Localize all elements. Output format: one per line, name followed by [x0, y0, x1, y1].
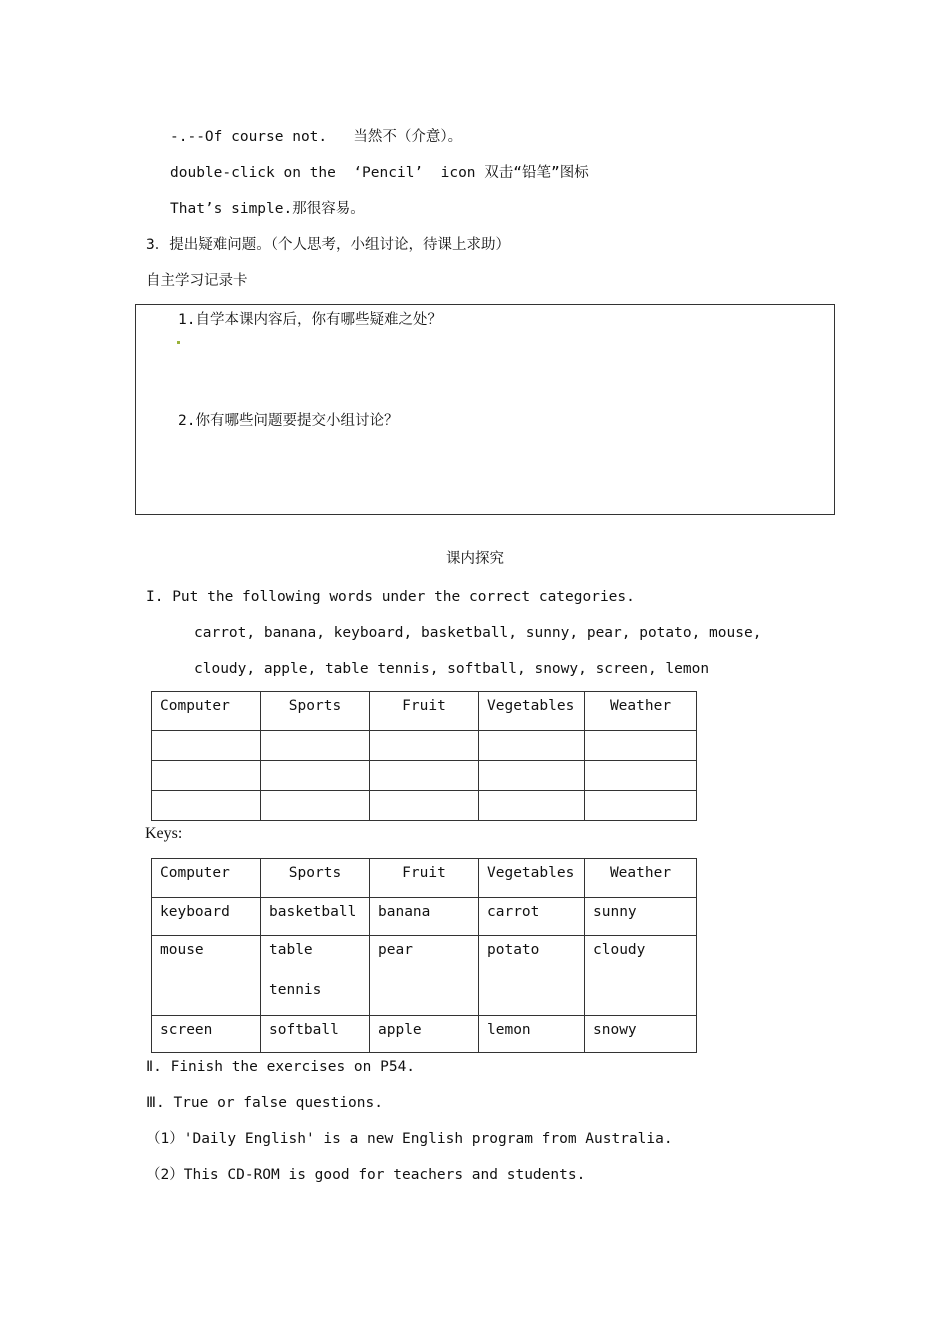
table-cell: softball: [261, 1016, 370, 1053]
table-cell: sunny: [585, 898, 697, 936]
blank-cell[interactable]: [152, 731, 261, 761]
table-cell: keyboard: [152, 898, 261, 936]
table-row: [152, 791, 697, 821]
blank-cell[interactable]: [370, 791, 479, 821]
part-3-title: Ⅲ. True or false questions.: [146, 1095, 383, 1111]
blank-cell[interactable]: [585, 791, 697, 821]
table-cell: pear: [370, 936, 479, 1016]
question-1: （1）'Daily English' is a new English program from Australia.: [146, 1131, 673, 1147]
table-row: [152, 731, 697, 761]
table-header-row: [152, 859, 697, 898]
table-cell: banana: [370, 898, 479, 936]
record-card-question-1: 1.自学本课内容后，你有哪些疑难之处？: [178, 312, 442, 328]
marker-dot: [177, 341, 180, 344]
record-card-question-2: 2.你有哪些问题要提交小组讨论？: [178, 413, 399, 429]
intro-line-1: -.--Of course not. 当然不（介意）。: [170, 129, 463, 145]
table-row: [152, 898, 697, 936]
part-2-title: Ⅱ. Finish the exercises on P54.: [146, 1059, 416, 1075]
table-header-cell: Fruit: [370, 692, 479, 731]
table-cell: mouse: [152, 936, 261, 1016]
table-header-cell: Computer: [152, 692, 261, 731]
empty-category-table: [151, 691, 697, 821]
blank-cell[interactable]: [152, 791, 261, 821]
table-cell: cloudy: [585, 936, 697, 1016]
blank-cell[interactable]: [261, 761, 370, 791]
table-header-cell: Weather: [585, 859, 697, 898]
table-cell: snowy: [585, 1016, 697, 1053]
table-cell: table tennis: [261, 936, 370, 1016]
table-row: [152, 1016, 697, 1053]
blank-cell[interactable]: [261, 791, 370, 821]
intro-line-2: double-click on the ‘Pencil’ icon 双击“铅笔”图标: [170, 165, 589, 181]
question-2: （2）This CD-ROM is good for teachers and students.: [146, 1167, 586, 1183]
keys-label: Keys:: [145, 825, 183, 842]
table-cell: basketball: [261, 898, 370, 936]
class-heading: 课内探究: [446, 551, 504, 567]
record-card-box: [135, 304, 835, 515]
word-list-line-1: carrot, banana, keyboard, basketball, sunny, pear, potato, mouse,: [194, 625, 762, 641]
blank-cell[interactable]: [585, 761, 697, 791]
table-cell: apple: [370, 1016, 479, 1053]
blank-cell[interactable]: [479, 761, 585, 791]
table-row: [152, 761, 697, 791]
blank-cell[interactable]: [585, 731, 697, 761]
intro-line-3: That’s simple.那很容易。: [170, 201, 365, 217]
blank-cell[interactable]: [479, 731, 585, 761]
table-cell: lemon: [479, 1016, 585, 1053]
table-row: [152, 936, 697, 1016]
table-header-cell: Fruit: [370, 859, 479, 898]
table-header-row: [152, 692, 697, 731]
table-header-cell: Sports: [261, 859, 370, 898]
table-header-cell: Vegetables: [479, 859, 585, 898]
table-cell: carrot: [479, 898, 585, 936]
blank-cell[interactable]: [370, 731, 479, 761]
section-3-title: 3．提出疑难问题。（个人思考，小组讨论，待课上求助）: [146, 237, 510, 253]
part-1-title: I. Put the following words under the correct categories.: [146, 589, 635, 605]
table-cell: screen: [152, 1016, 261, 1053]
table-header-cell: Vegetables: [479, 692, 585, 731]
record-card-title: 自主学习记录卡: [146, 273, 248, 289]
table-header-cell: Sports: [261, 692, 370, 731]
blank-cell[interactable]: [152, 761, 261, 791]
table-header-cell: Weather: [585, 692, 697, 731]
blank-cell[interactable]: [261, 731, 370, 761]
table-header-cell: Computer: [152, 859, 261, 898]
word-list-line-2: cloudy, apple, table tennis, softball, snowy, screen, lemon: [194, 661, 710, 677]
blank-cell[interactable]: [370, 761, 479, 791]
keys-table: [151, 858, 697, 1053]
blank-cell[interactable]: [479, 791, 585, 821]
table-cell: potato: [479, 936, 585, 1016]
